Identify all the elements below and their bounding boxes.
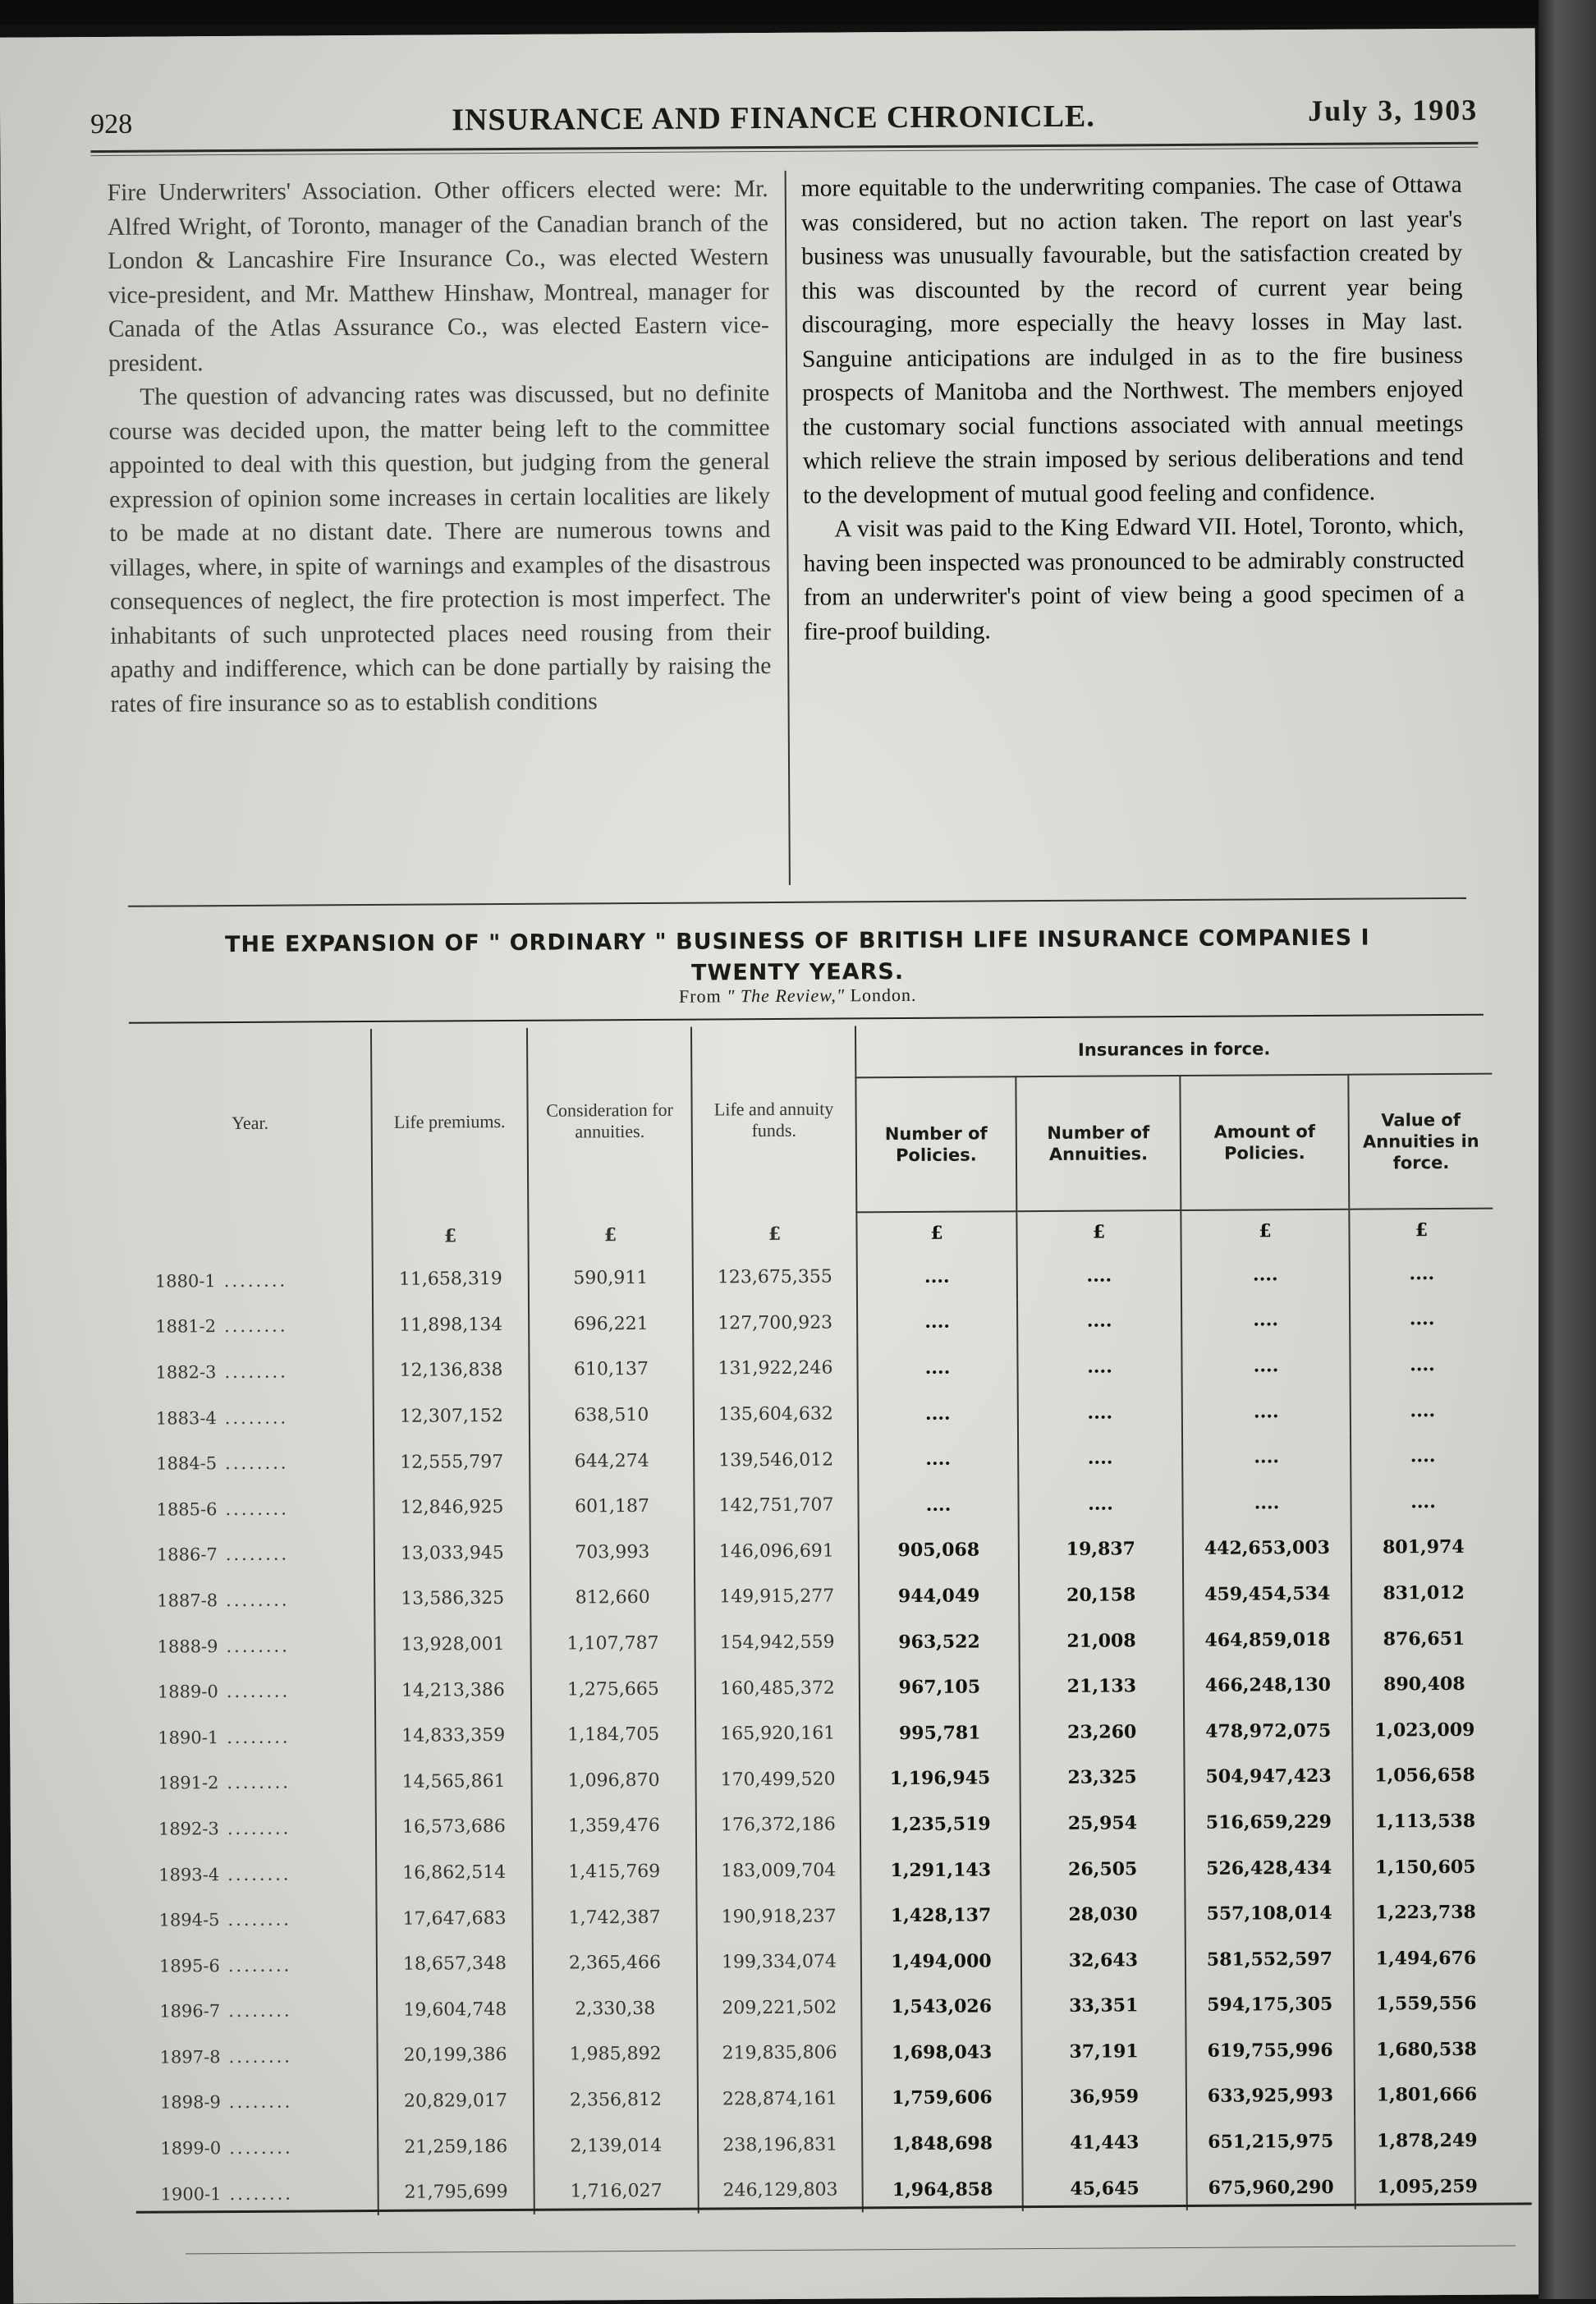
table-row	[132, 1615, 1495, 1669]
table-top-rule	[129, 1014, 1484, 1024]
row-year	[134, 1896, 376, 1943]
cell-num-annuities: ....	[1017, 1343, 1181, 1390]
cell-consideration: 610,137	[529, 1347, 693, 1393]
scan-right-edge	[1539, 0, 1596, 2299]
cell-funds: 139,546,012	[694, 1437, 858, 1484]
cell-num-policies: ....	[858, 1390, 1018, 1437]
year-value: 1895-6	[158, 1955, 220, 1976]
cell-num-policies: 905,068	[859, 1527, 1019, 1574]
row-year	[135, 1987, 377, 2034]
cell-consideration: 1,275,665	[531, 1666, 695, 1713]
row-year	[133, 1760, 375, 1806]
leader-dots: ........	[224, 1407, 289, 1428]
table-row	[135, 1935, 1497, 1990]
unit-cell: £	[1016, 1210, 1181, 1253]
cell-amount-policies: 557,108,014	[1185, 1890, 1353, 1937]
row-year	[133, 1714, 375, 1760]
cell-value-annuities: 1,801,666	[1355, 2072, 1498, 2118]
row-year	[134, 1851, 376, 1898]
row-year	[134, 1805, 376, 1852]
page-number: 928	[90, 108, 133, 140]
cell-consideration: 644,274	[530, 1438, 694, 1485]
row-year	[131, 1348, 373, 1395]
cell-amount-policies: 526,428,434	[1185, 1844, 1353, 1891]
unit-cell: £	[372, 1214, 528, 1257]
cell-value-annuities: 1,023,009	[1352, 1707, 1496, 1754]
header-consideration: Consideration for annuities.	[527, 1027, 692, 1214]
cell-life-premiums: 13,586,325	[374, 1576, 530, 1622]
leader-dots: ........	[225, 1499, 289, 1519]
cell-life-premiums: 19,604,748	[377, 1986, 533, 2033]
cell-funds: 246,129,803	[698, 2167, 862, 2214]
leader-dots: ........	[226, 1636, 290, 1656]
table-title-line1: THE EXPANSION OF " ORDINARY " BUSINESS OF BRITISH LIFE INSURANCE COMPANIES I	[224, 925, 1370, 958]
cell-life-premiums: 13,033,945	[374, 1530, 530, 1577]
cell-num-policies: 1,848,698	[862, 2120, 1022, 2167]
leader-dots: ........	[227, 1864, 291, 1884]
right-column	[801, 168, 1465, 649]
cell-life-premiums: 16,862,514	[376, 1850, 532, 1897]
leader-dots: ........	[227, 1772, 291, 1793]
right-paragraph: more equitable to the underwriting companies. The case of Ottawa was considered, but no action taken. The report on last year's business was unusually favourable, but the satisfaction created by this was discounted by the record of current year being discouraging, more especially the heavy losses in May last. Sanguine anticipations are indulged in as to the fire business prospects of Manitoba and the Northwest. The members enjoyed the customary social functions associated with annual meetings which relieve the strain imposed by serious deliberations and tend to the development of mutual good feeling and confidence.	[800, 171, 1464, 509]
section-separator	[128, 897, 1466, 907]
right-paragraph: A visit was paid to the King Edward VII. Hotel, Toronto, which, having been inspected was pronounced to be admirably constructed from an underwriter's point of view being a good specimen of a fire-proof building.	[803, 512, 1465, 645]
cell-consideration: 2,365,466	[533, 1939, 697, 1986]
year-value: 1882-3	[155, 1362, 217, 1383]
year-value: 1888-9	[157, 1636, 218, 1657]
year-value: 1899-0	[160, 2138, 222, 2159]
row-year	[132, 1622, 374, 1669]
cell-funds: 183,009,704	[696, 1847, 860, 1894]
cell-amount-policies: 516,659,229	[1185, 1799, 1353, 1846]
cell-life-premiums: 16,573,686	[376, 1804, 532, 1851]
cell-consideration: 2,330,38	[533, 1985, 697, 2032]
header-year: Year.	[232, 1112, 269, 1133]
left-paragraph: The question of advancing rates was discussed, but no definite course was decided upon, the matter being left to the committee appointed to deal with this question, but judging from the general expression of opinion some increases in certain localities are likely to be made at no distant date. There are numerous towns and villages, where, in spite of warnings and examples of the disastrous consequences of neglect, the fire protection is most imperfect. The inhabitants of such unprotected places need rousing from their apathy and indifference, which can be done partially by raising the rates of fire insurance so as to establish conditions	[108, 380, 772, 718]
cell-value-annuities: 1,150,605	[1353, 1843, 1497, 1890]
cell-life-premiums: 20,829,017	[378, 2077, 534, 2124]
cell-num-annuities: 23,325	[1020, 1754, 1184, 1801]
cell-amount-policies: 464,859,018	[1183, 1616, 1351, 1663]
cell-num-annuities: 21,008	[1019, 1618, 1183, 1664]
cell-funds: 199,334,074	[697, 1939, 861, 1985]
cell-funds: 123,675,355	[693, 1254, 857, 1301]
cell-num-policies: ....	[858, 1436, 1018, 1483]
table-row	[131, 1296, 1493, 1350]
cell-life-premiums: 12,307,152	[374, 1393, 530, 1440]
cell-life-premiums: 12,846,925	[374, 1485, 530, 1531]
source-prefix: From	[678, 985, 722, 1007]
unit-cell: £	[692, 1212, 856, 1255]
leader-dots: ........	[229, 2137, 293, 2159]
unit-cell-empty	[130, 1215, 372, 1259]
year-value: 1900-1	[160, 2183, 222, 2205]
table-row	[133, 1752, 1496, 1806]
cell-num-annuities: ....	[1017, 1298, 1181, 1345]
leader-dots: ........	[228, 2092, 293, 2113]
unit-cell: £	[1181, 1209, 1349, 1252]
cell-num-policies: 1,964,858	[862, 2166, 1022, 2213]
cell-num-policies: 1,494,000	[861, 1938, 1021, 1985]
cell-life-premiums: 21,259,186	[378, 2123, 534, 2170]
cell-funds: 131,922,246	[693, 1346, 857, 1393]
cell-num-annuities: ....	[1018, 1434, 1182, 1481]
row-year	[132, 1531, 374, 1578]
year-value: 1891-2	[158, 1773, 219, 1793]
year-value: 1896-7	[159, 2001, 221, 2022]
table-row	[134, 1798, 1497, 1852]
cell-funds: 160,485,372	[695, 1665, 860, 1712]
cell-funds: 146,096,691	[695, 1528, 859, 1575]
cell-num-annuities: 28,030	[1020, 1891, 1185, 1938]
table-title-line2: TWENTY YEARS.	[690, 959, 905, 986]
table-row	[133, 1707, 1496, 1761]
cell-consideration: 2,139,014	[534, 2123, 698, 2169]
table-row	[134, 1843, 1497, 1898]
cell-num-policies: ....	[857, 1253, 1017, 1300]
cell-value-annuities: 876,651	[1351, 1615, 1495, 1662]
cell-life-premiums: 20,199,386	[377, 2032, 533, 2079]
cell-value-annuities: ....	[1351, 1433, 1494, 1480]
cell-consideration: 703,993	[530, 1529, 695, 1576]
cell-num-annuities: 37,191	[1021, 2028, 1186, 2075]
cell-funds: 142,751,707	[694, 1482, 858, 1529]
cell-num-annuities: 23,260	[1020, 1709, 1184, 1756]
cell-life-premiums: 14,833,359	[375, 1713, 531, 1760]
table-row	[135, 1980, 1497, 2035]
cell-value-annuities: ....	[1350, 1296, 1493, 1342]
header-funds: Life and annuity funds.	[691, 1026, 856, 1213]
left-paragraph: Fire Underwriters' Association. Other officers elected were: Mr. Alfred Wright, of Toronto, manager of the Canadian branch of the London & Lancashire Fire Insurance Co., was elected Western vice-president, and Mr. Matthew Hinshaw, Montreal, manager for Canada of the Atlas Assurance Co., was elected Eastern vice-president.	[107, 176, 769, 377]
year-value: 1881-2	[155, 1316, 217, 1337]
cell-value-annuities: 1,095,259	[1355, 2164, 1498, 2210]
cell-value-annuities: ....	[1351, 1479, 1494, 1526]
row-year	[135, 2124, 378, 2171]
header-amount-policies: Amount of Policies.	[1180, 1075, 1349, 1210]
cell-num-annuities: 41,443	[1022, 2119, 1186, 2166]
leader-dots: ........	[229, 2183, 294, 2204]
column-divider	[785, 171, 791, 885]
source-publication: " The Review,"	[727, 984, 846, 1007]
year-value: 1898-9	[159, 2092, 221, 2114]
year-value: 1889-0	[157, 1682, 218, 1702]
cell-value-annuities: 1,113,538	[1353, 1798, 1497, 1845]
table-row	[133, 1661, 1496, 1715]
cell-consideration: 638,510	[530, 1392, 694, 1439]
unit-cell: £	[1349, 1209, 1493, 1251]
cell-amount-policies: 442,653,003	[1183, 1525, 1351, 1572]
leader-dots: ........	[227, 1818, 291, 1839]
cell-num-policies: ....	[857, 1299, 1017, 1346]
cell-life-premiums: 14,213,386	[375, 1667, 531, 1714]
cell-amount-policies: ....	[1181, 1342, 1350, 1389]
cell-funds: 127,700,923	[693, 1300, 857, 1347]
page-header	[90, 86, 1478, 144]
leader-dots: ........	[224, 1361, 288, 1383]
cell-value-annuities: 1,494,676	[1354, 1935, 1497, 1982]
cell-num-policies: 963,522	[859, 1618, 1019, 1665]
year-value: 1890-1	[158, 1727, 219, 1748]
cell-consideration: 601,187	[530, 1484, 694, 1531]
cell-value-annuities: 1,223,738	[1353, 1889, 1497, 1936]
table-row	[134, 1889, 1497, 1944]
cell-num-policies: 1,543,026	[861, 1984, 1021, 2031]
header-life-premiums: Life premiums.	[371, 1028, 528, 1215]
cell-value-annuities: 801,974	[1351, 1524, 1495, 1571]
cell-num-annuities: ....	[1018, 1389, 1182, 1436]
cell-funds: 190,918,237	[696, 1893, 860, 1940]
cell-amount-policies: 651,215,975	[1186, 2118, 1355, 2165]
table-footer-rule	[186, 2246, 1516, 2255]
cell-amount-policies: 581,552,597	[1186, 1936, 1354, 1983]
left-column	[108, 172, 772, 722]
cell-funds: 165,920,161	[695, 1710, 860, 1757]
cell-amount-policies: 459,454,534	[1183, 1571, 1351, 1618]
cell-consideration: 1,415,769	[532, 1848, 696, 1895]
cell-num-policies: 1,196,945	[860, 1756, 1020, 1802]
table-row	[131, 1251, 1493, 1305]
cell-consideration: 1,742,387	[532, 1894, 696, 1941]
cell-num-annuities: 25,954	[1020, 1800, 1185, 1847]
cell-life-premiums: 21,795,699	[378, 2169, 534, 2216]
cell-amount-policies: ....	[1182, 1388, 1351, 1435]
cell-num-policies: ....	[857, 1344, 1017, 1391]
year-value: 1885-6	[156, 1499, 218, 1520]
cell-consideration: 1,184,705	[531, 1712, 695, 1759]
cell-consideration: 1,096,870	[531, 1757, 695, 1804]
cell-funds: 228,874,161	[698, 2076, 862, 2123]
cell-life-premiums: 13,928,001	[374, 1622, 530, 1668]
cell-amount-policies: 619,755,996	[1186, 2027, 1354, 2074]
issue-date: July 3, 1903	[1308, 93, 1479, 128]
leader-dots: ........	[225, 1544, 290, 1565]
cell-funds: 238,196,831	[698, 2122, 862, 2169]
cell-funds: 219,835,806	[697, 2030, 861, 2077]
scan-top-edge	[0, 0, 1596, 25]
row-year	[131, 1439, 374, 1486]
cell-funds: 154,942,559	[695, 1619, 859, 1666]
header-num-policies: Number of Policies.	[855, 1076, 1016, 1212]
cell-life-premiums: 12,136,838	[373, 1347, 529, 1394]
source-suffix: London.	[850, 984, 917, 1006]
cell-num-policies: 995,781	[860, 1710, 1020, 1756]
running-title: INSURANCE AND FINANCE CHRONICLE.	[452, 99, 1095, 138]
header-num-annuities: Number of Annuities.	[1016, 1076, 1181, 1211]
cell-num-policies: 967,105	[860, 1664, 1020, 1711]
unit-cell: £	[856, 1211, 1016, 1254]
header-insurances-in-force: Insurances in force.	[855, 1022, 1492, 1078]
cell-life-premiums: 14,565,861	[375, 1758, 531, 1805]
cell-num-annuities: 20,158	[1019, 1572, 1183, 1618]
cell-num-annuities: 32,643	[1021, 1937, 1186, 1984]
cell-value-annuities: 1,559,556	[1354, 1980, 1497, 2027]
cell-num-policies: 1,698,043	[861, 2029, 1021, 2076]
year-value: 1883-4	[155, 1407, 217, 1429]
cell-amount-policies: ....	[1181, 1251, 1350, 1298]
cell-consideration: 590,911	[529, 1255, 693, 1302]
cell-value-annuities: 890,408	[1352, 1661, 1496, 1708]
row-year	[135, 1942, 377, 1989]
leader-dots: ........	[227, 1909, 291, 1930]
cell-consideration: 1,716,027	[534, 2168, 698, 2215]
cell-value-annuities: ....	[1350, 1342, 1493, 1388]
cell-amount-policies: 633,925,993	[1186, 2072, 1355, 2119]
row-year	[131, 1257, 373, 1304]
cell-value-annuities: 831,012	[1351, 1570, 1495, 1617]
table-row	[131, 1387, 1494, 1441]
cell-num-annuities: 45,645	[1022, 2165, 1186, 2212]
cell-life-premiums: 12,555,797	[374, 1439, 530, 1485]
header-value-annuities: Value of Annuities in force.	[1348, 1074, 1493, 1209]
leader-dots: ........	[227, 1727, 291, 1747]
cell-funds: 176,372,186	[696, 1801, 860, 1848]
row-year	[131, 1485, 374, 1532]
row-year	[135, 2079, 378, 2126]
cell-num-annuities: 21,133	[1020, 1663, 1184, 1710]
table-row	[131, 1342, 1493, 1396]
cell-consideration: 1,985,892	[533, 2031, 697, 2078]
cell-life-premiums: 11,658,319	[373, 1256, 529, 1303]
cell-life-premiums: 11,898,134	[373, 1301, 529, 1348]
cell-consideration: 696,221	[529, 1301, 693, 1347]
cell-consideration: 812,660	[530, 1575, 695, 1622]
cell-amount-policies: ....	[1181, 1297, 1350, 1343]
cell-value-annuities: 1,056,658	[1352, 1752, 1496, 1799]
year-value: 1880-1	[154, 1270, 216, 1292]
cell-value-annuities: 1,680,538	[1354, 2026, 1497, 2073]
row-year	[135, 2033, 377, 2080]
table-row	[132, 1524, 1495, 1578]
cell-num-policies: 1,759,606	[862, 2075, 1022, 2122]
year-value: 1886-7	[156, 1544, 218, 1565]
cell-amount-policies: ....	[1182, 1480, 1351, 1526]
cell-amount-policies: 675,960,290	[1186, 2164, 1355, 2211]
cell-life-premiums: 18,657,348	[377, 1941, 533, 1988]
year-value: 1897-8	[159, 2047, 221, 2068]
insurance-statistics-table	[129, 1022, 1499, 2218]
row-year	[132, 1577, 374, 1623]
cell-num-annuities: 19,837	[1019, 1526, 1183, 1573]
cell-funds: 149,915,277	[695, 1574, 859, 1621]
year-value: 1893-4	[158, 1864, 220, 1885]
cell-num-policies: 1,291,143	[860, 1847, 1020, 1893]
leader-dots: ........	[226, 1590, 290, 1611]
cell-life-premiums: 17,647,683	[376, 1895, 532, 1942]
leader-dots: ........	[226, 1681, 291, 1702]
cell-amount-policies: 504,947,423	[1184, 1753, 1352, 1800]
cell-consideration: 1,107,787	[530, 1620, 695, 1667]
cell-consideration: 2,356,812	[534, 2077, 698, 2123]
cell-value-annuities: ....	[1351, 1387, 1494, 1434]
table-body	[130, 1209, 1498, 2218]
table-row	[135, 2026, 1497, 2081]
table-row	[131, 1479, 1494, 1533]
table-row	[135, 2072, 1498, 2126]
cell-num-policies: 1,428,137	[860, 1892, 1020, 1939]
year-value: 1894-5	[158, 1910, 220, 1930]
table-row	[132, 1570, 1495, 1624]
row-year	[131, 1394, 374, 1441]
cell-funds: 209,221,502	[697, 1985, 861, 2031]
row-year	[133, 1668, 375, 1714]
table-row	[131, 1433, 1494, 1487]
cell-amount-policies: 594,175,305	[1186, 1981, 1354, 2028]
cell-value-annuities: 1,878,249	[1355, 2118, 1498, 2164]
year-value: 1884-5	[156, 1453, 218, 1474]
cell-num-policies: ....	[858, 1481, 1018, 1528]
cell-amount-policies: 478,972,075	[1184, 1708, 1352, 1755]
leader-dots: ........	[228, 2000, 292, 2022]
cell-num-policies: 1,235,519	[860, 1801, 1020, 1847]
cell-num-annuities: ....	[1017, 1252, 1181, 1299]
cell-num-annuities: 36,959	[1022, 2074, 1186, 2121]
leader-dots: ........	[223, 1270, 288, 1291]
leader-dots: ........	[227, 1955, 292, 1976]
leader-dots: ........	[228, 2046, 292, 2067]
cell-amount-policies: 466,248,130	[1184, 1662, 1352, 1709]
cell-num-annuities: ....	[1018, 1480, 1182, 1527]
cell-consideration: 1,359,476	[532, 1803, 696, 1850]
newspaper-page	[0, 28, 1548, 2303]
year-value: 1887-8	[157, 1590, 218, 1611]
leader-dots: ........	[224, 1316, 288, 1337]
cell-num-policies: 944,049	[859, 1572, 1019, 1619]
cell-funds: 170,499,520	[695, 1756, 860, 1803]
cell-num-annuities: 26,505	[1020, 1846, 1185, 1893]
table-row	[135, 2118, 1498, 2172]
leader-dots: ........	[225, 1453, 289, 1474]
cell-amount-policies: ....	[1182, 1434, 1351, 1480]
cell-value-annuities: ....	[1350, 1251, 1493, 1297]
row-year	[131, 1303, 373, 1350]
unit-cell: £	[528, 1214, 692, 1256]
cell-num-annuities: 33,351	[1021, 1982, 1186, 2029]
cell-funds: 135,604,632	[694, 1391, 858, 1438]
year-value: 1892-3	[158, 1819, 219, 1839]
